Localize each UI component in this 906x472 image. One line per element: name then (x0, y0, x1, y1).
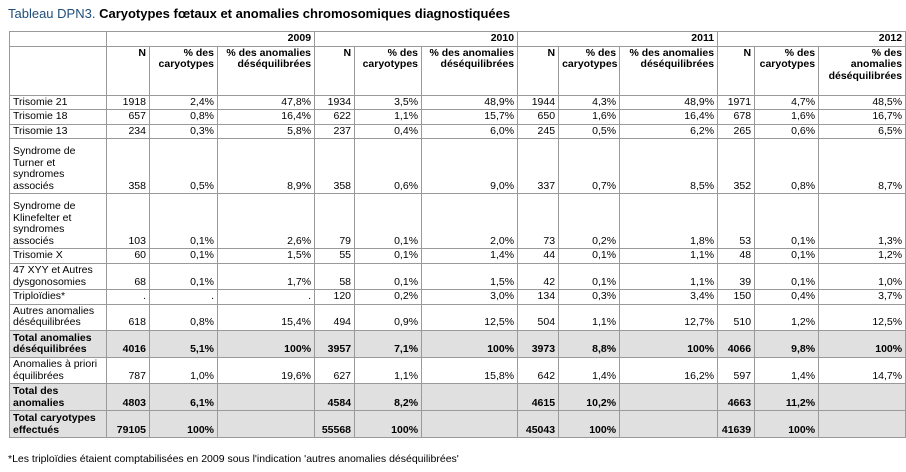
col-header-pct-anomalies: % des anomalies déséquilibrées (218, 46, 315, 95)
table-row (10, 384, 906, 411)
cell-2011-pct-caryotypes: 8,8% (559, 330, 620, 357)
cell-2011-pct-caryotypes: 0,7% (559, 139, 620, 194)
cell-2009-n: 4016 (107, 330, 150, 357)
row-label: Total caryotypes effectués (10, 411, 107, 438)
cell-2009-n: 618 (107, 304, 150, 330)
cell-2009-n: 657 (107, 110, 150, 125)
cell-2010-n: 622 (315, 110, 355, 125)
cell-2011-pct-caryotypes: 0,5% (559, 124, 620, 139)
cell-2010-pct-anomalies: 6,0% (422, 124, 518, 139)
cell-2011-pct-anomalies: 1,1% (620, 263, 718, 289)
cell-2009-n: 358 (107, 139, 150, 194)
cell-2010-n: 1934 (315, 95, 355, 110)
cell-2011-n: 1944 (518, 95, 559, 110)
col-header-n: N (718, 46, 755, 95)
cell-2009-pct-caryotypes: 2,4% (150, 95, 218, 110)
cell-2010-pct-anomalies: 100% (422, 330, 518, 357)
cell-2011-pct-caryotypes: 1,1% (559, 304, 620, 330)
cell-2012-pct-anomalies: 1,3% (819, 194, 906, 249)
table-row (10, 110, 906, 125)
cell-2012-pct-anomalies: 14,7% (819, 357, 906, 383)
cell-2011-pct-caryotypes: 1,6% (559, 110, 620, 125)
col-header-n: N (518, 46, 559, 95)
cell-2010-pct-caryotypes: 0,1% (355, 194, 422, 249)
cell-2012-pct-anomalies: 8,7% (819, 139, 906, 194)
cell-2011-pct-anomalies: 16,2% (620, 357, 718, 383)
table-row (10, 304, 906, 330)
row-label: Autres anomalies déséquilibrées (10, 304, 107, 330)
cell-2009-n: 68 (107, 263, 150, 289)
cell-2009-n: . (107, 290, 150, 305)
cell-2011-n: 642 (518, 357, 559, 383)
cell-2010-pct-caryotypes: 8,2% (355, 384, 422, 411)
row-label: 47 XYY et Autres dysgonosomies (10, 263, 107, 289)
cell-2010-pct-anomalies (422, 384, 518, 411)
cell-2009-pct-caryotypes: 0,5% (150, 139, 218, 194)
row-label: Trisomie 18 (10, 110, 107, 125)
col-header-pct-caryotypes: % des caryotypes (355, 46, 422, 95)
cell-2012-pct-caryotypes: 0,6% (755, 124, 819, 139)
table-row (10, 411, 906, 438)
cell-2010-n: 55 (315, 249, 355, 264)
cell-2010-n: 358 (315, 139, 355, 194)
table-number: Tableau DPN3. (8, 6, 96, 21)
cell-2012-n: 678 (718, 110, 755, 125)
row-label: Triploïdies* (10, 290, 107, 305)
table-row (10, 330, 906, 357)
row-label: Anomalies à priori équilibrées (10, 357, 107, 383)
cell-2012-pct-caryotypes: 0,8% (755, 139, 819, 194)
cell-2011-n: 134 (518, 290, 559, 305)
cell-2010-pct-anomalies: 3,0% (422, 290, 518, 305)
cell-2011-pct-anomalies: 48,9% (620, 95, 718, 110)
cell-2009-pct-caryotypes: 0,8% (150, 110, 218, 125)
cell-2009-n: 1918 (107, 95, 150, 110)
cell-2010-n: 494 (315, 304, 355, 330)
table-row (10, 95, 906, 110)
cell-2012-pct-caryotypes: 0,1% (755, 194, 819, 249)
cell-2012-pct-caryotypes: 100% (755, 411, 819, 438)
row-label: Trisomie 13 (10, 124, 107, 139)
karyotype-table (9, 31, 906, 438)
cell-2009-n: 79105 (107, 411, 150, 438)
cell-2010-pct-caryotypes: 100% (355, 411, 422, 438)
col-header-pct-caryotypes: % des caryotypes (755, 46, 819, 95)
cell-2009-pct-caryotypes: . (150, 290, 218, 305)
cell-2010-pct-caryotypes: 0,6% (355, 139, 422, 194)
cell-2009-n: 4803 (107, 384, 150, 411)
cell-2009-n: 60 (107, 249, 150, 264)
cell-2009-pct-caryotypes: 0,1% (150, 249, 218, 264)
cell-2011-n: 3973 (518, 330, 559, 357)
cell-2009-pct-anomalies: 15,4% (218, 304, 315, 330)
cell-2012-pct-caryotypes: 0,1% (755, 249, 819, 264)
cell-2010-pct-caryotypes: 3,5% (355, 95, 422, 110)
cell-2010-n: 55568 (315, 411, 355, 438)
cell-2010-pct-anomalies: 9,0% (422, 139, 518, 194)
cell-2011-pct-anomalies: 12,7% (620, 304, 718, 330)
cell-2009-pct-caryotypes: 0,1% (150, 263, 218, 289)
cell-2009-pct-anomalies: 100% (218, 330, 315, 357)
table-row (10, 139, 906, 194)
table-row (10, 290, 906, 305)
cell-2009-pct-anomalies: 16,4% (218, 110, 315, 125)
cell-2010-pct-caryotypes: 1,1% (355, 110, 422, 125)
cell-2009-pct-caryotypes: 0,8% (150, 304, 218, 330)
cell-2011-pct-caryotypes: 0,1% (559, 263, 620, 289)
cell-2012-pct-caryotypes: 4,7% (755, 95, 819, 110)
cell-2009-pct-anomalies (218, 384, 315, 411)
cell-2012-n: 352 (718, 139, 755, 194)
cell-2011-n: 650 (518, 110, 559, 125)
cell-2012-pct-caryotypes: 1,6% (755, 110, 819, 125)
cell-2010-n: 58 (315, 263, 355, 289)
table-row (10, 357, 906, 383)
cell-2009-pct-caryotypes: 1,0% (150, 357, 218, 383)
column-header-row (10, 46, 906, 95)
cell-2010-pct-anomalies: 1,4% (422, 249, 518, 264)
cell-2011-n: 42 (518, 263, 559, 289)
table-row (10, 124, 906, 139)
cell-2012-n: 41639 (718, 411, 755, 438)
cell-2012-n: 510 (718, 304, 755, 330)
cell-2009-pct-anomalies: 1,7% (218, 263, 315, 289)
cell-2009-pct-anomalies: . (218, 290, 315, 305)
cell-2012-pct-anomalies: 16,7% (819, 110, 906, 125)
cell-2012-pct-anomalies: 6,5% (819, 124, 906, 139)
cell-2012-pct-caryotypes: 9,8% (755, 330, 819, 357)
cell-2010-pct-caryotypes: 0,9% (355, 304, 422, 330)
cell-2009-pct-anomalies: 2,6% (218, 194, 315, 249)
row-label: Syndrome de Turner et syndromes associés (10, 139, 107, 194)
corner-cell (10, 32, 107, 47)
footnote: *Les triploïdies étaient comptabilisées en 2009 sous l'indication 'autres anomalies déséquilibrées' (8, 453, 459, 465)
cell-2012-pct-anomalies: 1,0% (819, 263, 906, 289)
cell-2010-pct-caryotypes: 7,1% (355, 330, 422, 357)
cell-2011-pct-anomalies (620, 411, 718, 438)
cell-2012-n: 4066 (718, 330, 755, 357)
cell-2011-pct-caryotypes: 10,2% (559, 384, 620, 411)
cell-2012-pct-anomalies: 3,7% (819, 290, 906, 305)
cell-2009-pct-anomalies (218, 411, 315, 438)
cell-2011-pct-caryotypes: 1,4% (559, 357, 620, 383)
cell-2011-pct-anomalies: 8,5% (620, 139, 718, 194)
cell-2012-pct-caryotypes: 1,2% (755, 304, 819, 330)
cell-2012-n: 48 (718, 249, 755, 264)
row-label: Trisomie X (10, 249, 107, 264)
cell-2011-pct-anomalies: 1,1% (620, 249, 718, 264)
cell-2011-pct-anomalies: 100% (620, 330, 718, 357)
year-header-2012: 2012 (718, 32, 906, 47)
cell-2009-pct-caryotypes: 5,1% (150, 330, 218, 357)
cell-2011-pct-caryotypes: 0,2% (559, 194, 620, 249)
cell-2010-pct-caryotypes: 1,1% (355, 357, 422, 383)
table-body (10, 32, 906, 438)
cell-2010-pct-anomalies: 2,0% (422, 194, 518, 249)
row-label: Syndrome de Klinefelter et syndromes associés (10, 194, 107, 249)
table-row (10, 249, 906, 264)
table-row (10, 263, 906, 289)
col-header-pct-caryotypes: % des caryotypes (150, 46, 218, 95)
cell-2012-pct-anomalies (819, 384, 906, 411)
cell-2011-pct-caryotypes: 0,3% (559, 290, 620, 305)
cell-2012-pct-caryotypes: 11,2% (755, 384, 819, 411)
table-title (8, 6, 510, 21)
cell-2012-n: 597 (718, 357, 755, 383)
cell-2011-n: 4615 (518, 384, 559, 411)
cell-2009-pct-caryotypes: 0,3% (150, 124, 218, 139)
cell-2010-pct-caryotypes: 0,2% (355, 290, 422, 305)
cell-2009-n: 787 (107, 357, 150, 383)
cell-2011-pct-caryotypes: 4,3% (559, 95, 620, 110)
cell-2009-n: 103 (107, 194, 150, 249)
cell-2011-n: 504 (518, 304, 559, 330)
cell-2009-pct-anomalies: 47,8% (218, 95, 315, 110)
cell-2012-n: 150 (718, 290, 755, 305)
col-header-n: N (315, 46, 355, 95)
cell-2011-pct-anomalies (620, 384, 718, 411)
cell-2012-pct-anomalies: 100% (819, 330, 906, 357)
cell-2010-pct-caryotypes: 0,4% (355, 124, 422, 139)
cell-2009-pct-anomalies: 8,9% (218, 139, 315, 194)
cell-2011-pct-caryotypes: 0,1% (559, 249, 620, 264)
cell-2012-n: 39 (718, 263, 755, 289)
label-header-cell (10, 46, 107, 95)
year-header-2009: 2009 (107, 32, 315, 47)
cell-2011-pct-caryotypes: 100% (559, 411, 620, 438)
cell-2010-n: 237 (315, 124, 355, 139)
cell-2011-n: 73 (518, 194, 559, 249)
cell-2011-n: 245 (518, 124, 559, 139)
cell-2010-pct-caryotypes: 0,1% (355, 263, 422, 289)
cell-2009-pct-anomalies: 19,6% (218, 357, 315, 383)
row-label: Total des anomalies (10, 384, 107, 411)
cell-2009-pct-caryotypes: 100% (150, 411, 218, 438)
cell-2010-pct-caryotypes: 0,1% (355, 249, 422, 264)
cell-2009-n: 234 (107, 124, 150, 139)
col-header-pct-anomalies: % des anomalies déséquilibrées (620, 46, 718, 95)
col-header-pct-anomalies: % des anomalies déséquilibrées (819, 46, 906, 95)
cell-2010-pct-anomalies: 1,5% (422, 263, 518, 289)
cell-2009-pct-caryotypes: 6,1% (150, 384, 218, 411)
cell-2010-n: 627 (315, 357, 355, 383)
cell-2012-n: 265 (718, 124, 755, 139)
cell-2010-pct-anomalies: 48,9% (422, 95, 518, 110)
cell-2010-pct-anomalies: 15,8% (422, 357, 518, 383)
cell-2009-pct-anomalies: 5,8% (218, 124, 315, 139)
cell-2012-n: 53 (718, 194, 755, 249)
cell-2012-pct-anomalies: 48,5% (819, 95, 906, 110)
cell-2010-pct-anomalies (422, 411, 518, 438)
year-header-2011: 2011 (518, 32, 718, 47)
cell-2012-pct-anomalies (819, 411, 906, 438)
cell-2012-n: 4663 (718, 384, 755, 411)
year-header-row (10, 32, 906, 47)
cell-2009-pct-caryotypes: 0,1% (150, 194, 218, 249)
cell-2010-n: 79 (315, 194, 355, 249)
cell-2012-n: 1971 (718, 95, 755, 110)
cell-2010-n: 4584 (315, 384, 355, 411)
year-header-2010: 2010 (315, 32, 518, 47)
cell-2010-n: 120 (315, 290, 355, 305)
cell-2011-pct-anomalies: 16,4% (620, 110, 718, 125)
row-label: Total anomalies déséquilibrées (10, 330, 107, 357)
cell-2010-pct-anomalies: 15,7% (422, 110, 518, 125)
cell-2009-pct-anomalies: 1,5% (218, 249, 315, 264)
cell-2012-pct-caryotypes: 0,4% (755, 290, 819, 305)
cell-2012-pct-anomalies: 12,5% (819, 304, 906, 330)
cell-2011-n: 337 (518, 139, 559, 194)
cell-2012-pct-caryotypes: 1,4% (755, 357, 819, 383)
row-label: Trisomie 21 (10, 95, 107, 110)
cell-2011-pct-anomalies: 1,8% (620, 194, 718, 249)
cell-2010-pct-anomalies: 12,5% (422, 304, 518, 330)
cell-2010-n: 3957 (315, 330, 355, 357)
col-header-pct-caryotypes: % des caryotypes (559, 46, 620, 95)
col-header-pct-anomalies: % des anomalies déséquilibrées (422, 46, 518, 95)
table-row (10, 194, 906, 249)
col-header-n: N (107, 46, 150, 95)
cell-2011-n: 44 (518, 249, 559, 264)
cell-2011-n: 45043 (518, 411, 559, 438)
cell-2011-pct-anomalies: 6,2% (620, 124, 718, 139)
cell-2012-pct-caryotypes: 0,1% (755, 263, 819, 289)
cell-2012-pct-anomalies: 1,2% (819, 249, 906, 264)
table-caption: Caryotypes fœtaux et anomalies chromosomiques diagnostiquées (99, 6, 511, 21)
cell-2011-pct-anomalies: 3,4% (620, 290, 718, 305)
